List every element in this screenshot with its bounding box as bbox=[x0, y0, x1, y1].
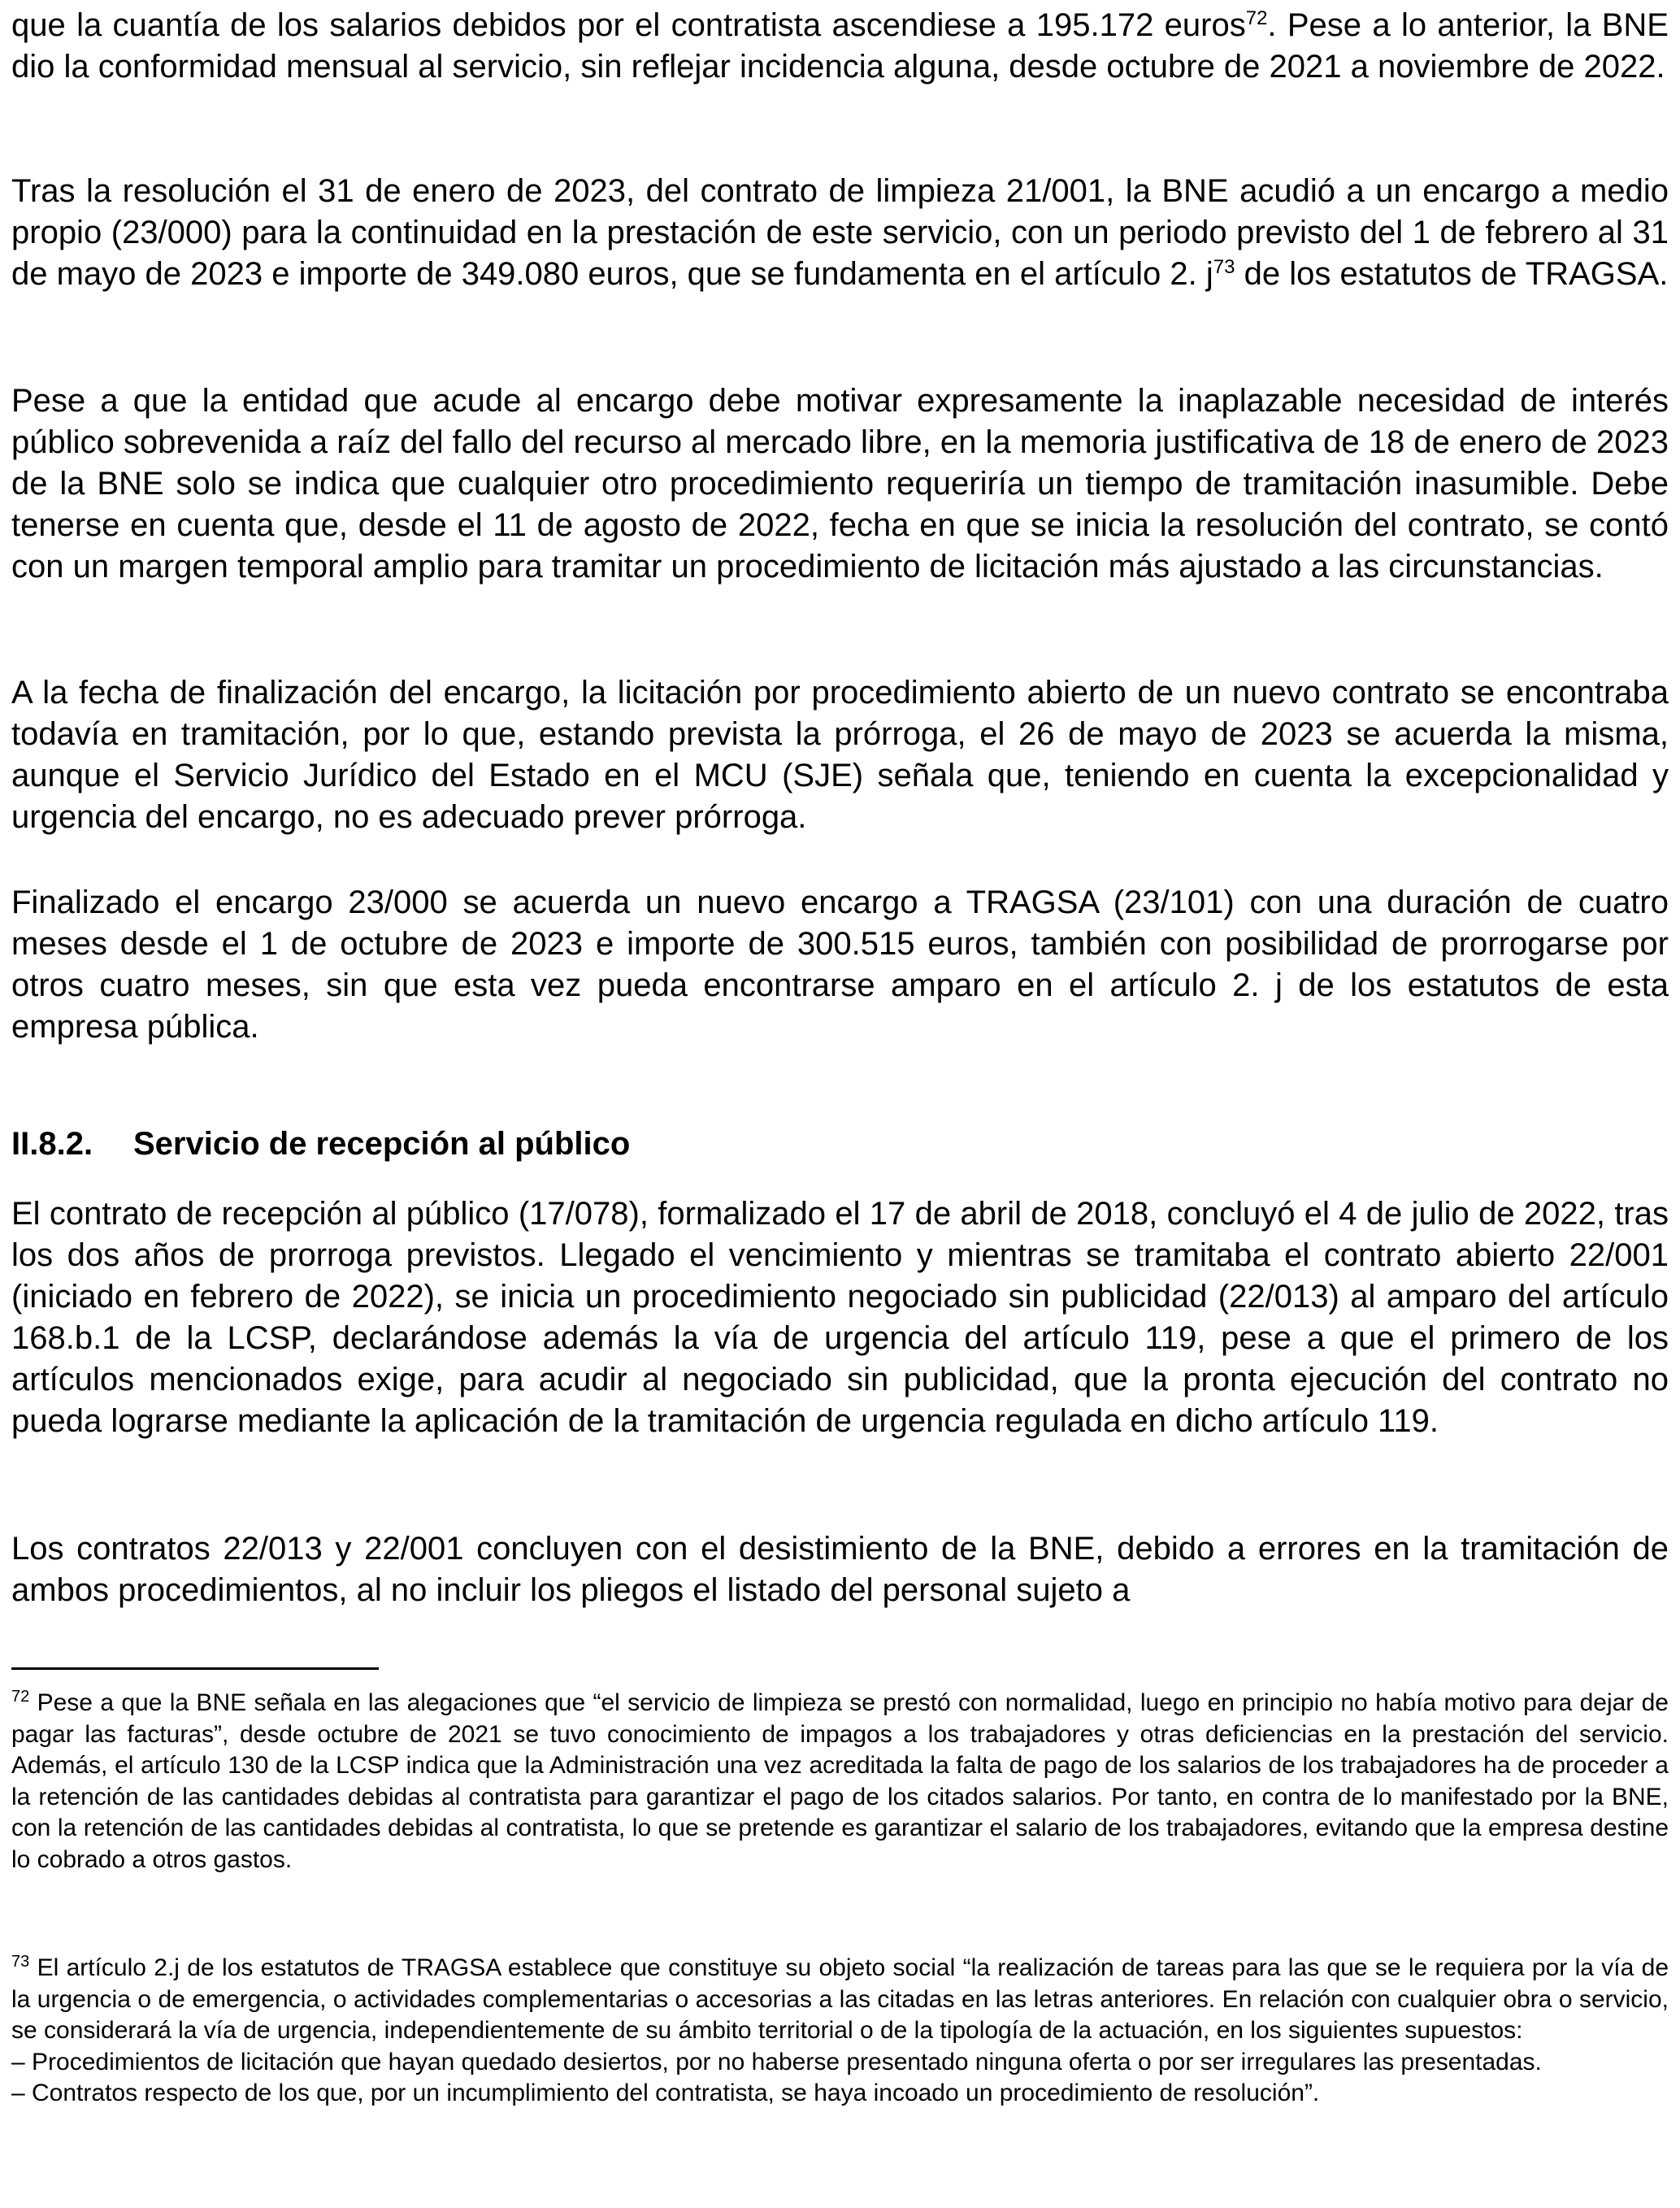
footnote-text: El artículo 2.j de los estatutos de TRAGSA establece que constituye su objeto social “la realización de tareas para las que se le requiera por la vía de la urgencia o de emergencia, o actividades complementarias o accesorias a las citadas en las letras anteriores. En relación con cualquier obra o servicio, se considerará la vía de urgencia, independientemente de su ámbito territorial o de la tipología de la actuación, en los siguientes supuestos: bbox=[11, 1954, 1669, 2044]
footnote-list-item: – Procedimientos de licitación que hayan quedado desiertos, por no haberse presentado ninguna oferta o por ser irregulares las presentadas. bbox=[11, 2048, 1542, 2075]
footnote-73 bbox=[11, 1953, 1669, 2110]
footnote-number: 73 bbox=[11, 1953, 30, 1971]
section-title: Servicio de recepción al público bbox=[133, 1126, 631, 1162]
footnote-list-item: – Contratos respecto de los que, por un incumplimiento del contratista, se haya incoado un procedimiento de resolución”. bbox=[11, 2080, 1320, 2106]
section-heading bbox=[11, 1124, 630, 1165]
paragraph-salaries bbox=[11, 5, 1669, 88]
footnote-72 bbox=[11, 1688, 1669, 1875]
paragraph-encargo-23-101: Finalizado el encargo 23/000 se acuerda un nuevo encargo a TRAGSA (23/101) con una duración de cuatro meses desde el 1 de octubre de 2023 e importe de 300.515 euros, también con posibilidad de prorrogarse por otros cuatro meses, sin que esta vez pueda encontrarse amparo en el artículo 2. j de los estatutos de esta empresa pública. bbox=[11, 885, 1669, 1045]
paragraph-text: . Pese a lo anterior, la BNE dio la conformidad mensual al servicio, sin reflejar incidencia alguna, desde octubre de 2021 a noviembre de 2022. bbox=[11, 7, 1669, 85]
paragraph-text: Tras la resolución el 31 de enero de 2023, del contrato de limpieza 21/001, la BNE acudió a un encargo a medio propio (23/000) para la continuidad en la prestación de este servicio, con un periodo previsto del 1 de febrero al 31 de mayo de 2023 e importe de 349.080 euros, que se fundamenta en el artículo 2. j bbox=[11, 173, 1669, 292]
footnote-number: 72 bbox=[11, 1688, 30, 1706]
paragraph-memoria-justificativa: Pese a que la entidad que acude al encargo debe motivar expresamente la inaplazable necesidad de interés público sobrevenida a raíz del fallo del recurso al mercado libre, en la memoria justificativa de 18 de enero de 2023 de la BNE solo se indica que cualquier otro procedimiento requeriría un tiempo de tramitación inasumible. Debe tenerse en cuenta que, desde el 11 de agosto de 2022, fecha en que se inicia la resolución del contrato, se contó con un margen temporal amplio para tramitar un procedimiento de licitación más ajustado a las circunstancias. bbox=[11, 383, 1669, 585]
footnote-ref-73[interactable]: 73 bbox=[1213, 256, 1235, 278]
paragraph-recepcion-contrato: El contrato de recepción al público (17/078), formalizado el 17 de abril de 2018, concluyó el 4 de julio de 2022, tras los dos años de prorroga previstos. Llegado el vencimiento y mientras se tramitaba el contrato abierto 22/001 (iniciado en febrero de 2022), se inicia un procedimiento negociado sin publicidad (22/013) al amparo del artículo 168.b.1 de la LCSP, declarándose además la vía de urgencia del artículo 119, pese a que el primero de los artículos mencionados exige, para acudir al negociado sin publicidad, que la pronta ejecución del contrato no pueda lograrse mediante la aplicación de la tramitación de urgencia regulada en dicho artículo 119. bbox=[11, 1196, 1669, 1439]
paragraph-desistimiento: Los contratos 22/013 y 22/001 concluyen con el desistimiento de la BNE, debido a errores en la tramitación de ambos procedimientos, al no incluir los pliegos el listado del personal sujeto a bbox=[11, 1531, 1669, 1608]
paragraph-text: que la cuantía de los salarios debidos por el contratista ascendiese a 195.172 euros bbox=[11, 7, 1246, 43]
section-number: II.8.2. bbox=[11, 1126, 93, 1162]
footnote-text: Pese a que la BNE señala en las alegaciones que “el servicio de limpieza se prestó con normalidad, luego en principio no había motivo para dejar de pagar las facturas”, desde octubre de 2021 se tuvo conocimiento de impagos a los trabajadores y otras deficiencias en la prestación del servicio. Además, el artículo 130 de la LCSP indica que la Administración una vez acreditada la falta de pago de los salarios de los trabajadores ha de proceder a la retención de las cantidades debidas al contratista para garantizar el pago de los citados salarios. Por tanto, en contra de lo manifestado por la BNE, con la retención de las cantidades debidas al contratista, lo que se pretende es garantizar el salario de los trabajadores, evitando que la empresa destine lo cobrado a otros gastos. bbox=[11, 1689, 1669, 1873]
paragraph-finalizacion-encargo: A la fecha de finalización del encargo, la licitación por procedimiento abierto de un nuevo contrato se encontraba todavía en tramitación, por lo que, estando prevista la prórroga, el 26 de mayo de 2023 se acuerda la misma, aunque el Servicio Jurídico del Estado en el MCU (SJE) señala que, teniendo en cuenta la excepcionalidad y urgencia del encargo, no es adecuado prever prórroga. bbox=[11, 675, 1669, 835]
paragraph-text: de los estatutos de TRAGSA. bbox=[1235, 256, 1669, 292]
footnote-separator bbox=[11, 1667, 379, 1670]
paragraph-encargo-23-000 bbox=[11, 171, 1669, 295]
footnote-ref-72[interactable]: 72 bbox=[1245, 7, 1268, 29]
